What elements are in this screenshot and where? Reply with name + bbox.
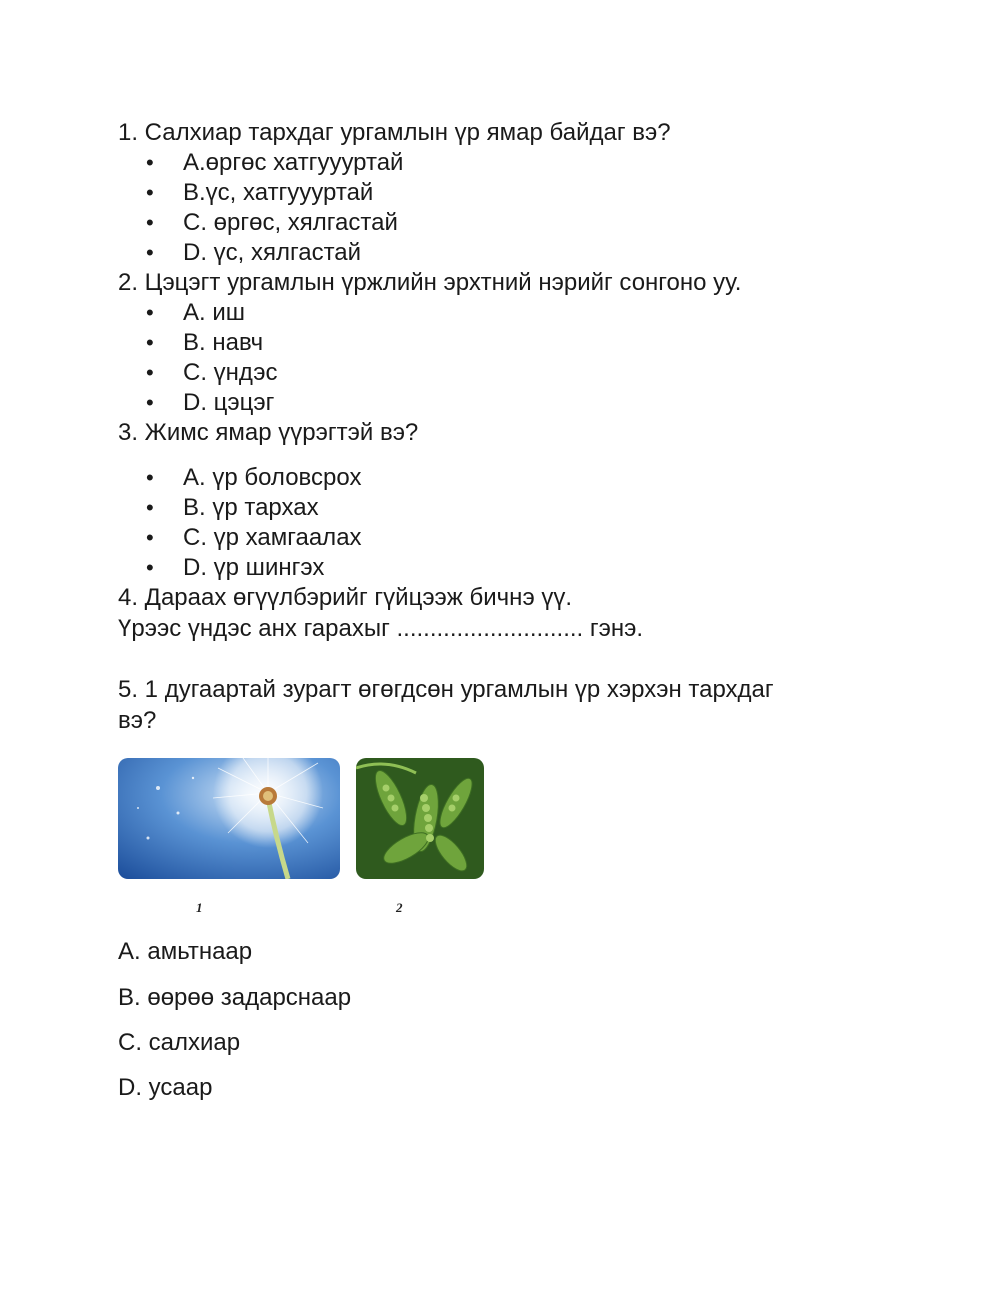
q5-option-a: A. амьтнаар — [118, 938, 253, 965]
q4-sentence: Үрээс үндэс анх гарахыг ............................ гэнэ. — [118, 615, 644, 642]
question-3: 3. Жимс ямар үүрэгтэй вэ? — [118, 419, 419, 446]
q1-option-a: A.өргөс хатгуууртай — [183, 149, 404, 176]
q1-option-d: D. үс, хялгастай — [183, 239, 362, 266]
q1-option-c: C. өргөс, хялгастай — [183, 209, 398, 236]
q2-option-d: D. цэцэг — [183, 389, 275, 416]
bullet: • — [146, 495, 154, 520]
bullet: • — [146, 180, 154, 205]
bullet: • — [146, 465, 154, 490]
q3-option-a: A. үр боловсрох — [183, 464, 362, 491]
bullet: • — [146, 210, 154, 235]
q2-option-b: B. навч — [183, 329, 264, 356]
question-5-line-2: вэ? — [118, 707, 157, 734]
q1-option-b: B.үс, хатгуууртай — [183, 179, 374, 206]
bullet: • — [146, 330, 154, 355]
q3-option-b: B. үр тархах — [183, 494, 319, 521]
q3-option-c: C. үр хамгаалах — [183, 524, 362, 551]
q5-option-d: D. усаар — [118, 1074, 213, 1101]
bullet: • — [146, 555, 154, 580]
question-4: 4. Дараах өгүүлбэрийг гүйцээж бичнэ үү. — [118, 584, 573, 611]
bullet: • — [146, 525, 154, 550]
question-5-line-1: 5. 1 дугаартай зурагт өгөгдсөн ургамлын үр хэрхэн тархдаг — [118, 676, 774, 703]
image-caption-1: 1 — [196, 900, 203, 915]
bullet: • — [146, 360, 154, 385]
image-caption-2: 2 — [396, 900, 403, 915]
q5-option-b: B. өөрөө задарснаар — [118, 984, 352, 1011]
question-1: 1. Салхиар тархдаг ургамлын үр ямар байдаг вэ? — [118, 119, 671, 146]
question-2: 2. Цэцэгт ургамлын үржлийн эрхтний нэрийг сонгоно уу. — [118, 269, 742, 296]
bullet: • — [146, 390, 154, 415]
q5-option-c: C. салхиар — [118, 1029, 241, 1056]
dandelion-image — [118, 758, 340, 879]
q2-option-a: A. иш — [183, 299, 246, 326]
bullet: • — [146, 150, 154, 175]
q3-option-d: D. үр шингэх — [183, 554, 325, 581]
bullet: • — [146, 240, 154, 265]
bullet: • — [146, 300, 154, 325]
peas-image — [356, 758, 484, 879]
q2-option-c: C. үндэс — [183, 359, 278, 386]
